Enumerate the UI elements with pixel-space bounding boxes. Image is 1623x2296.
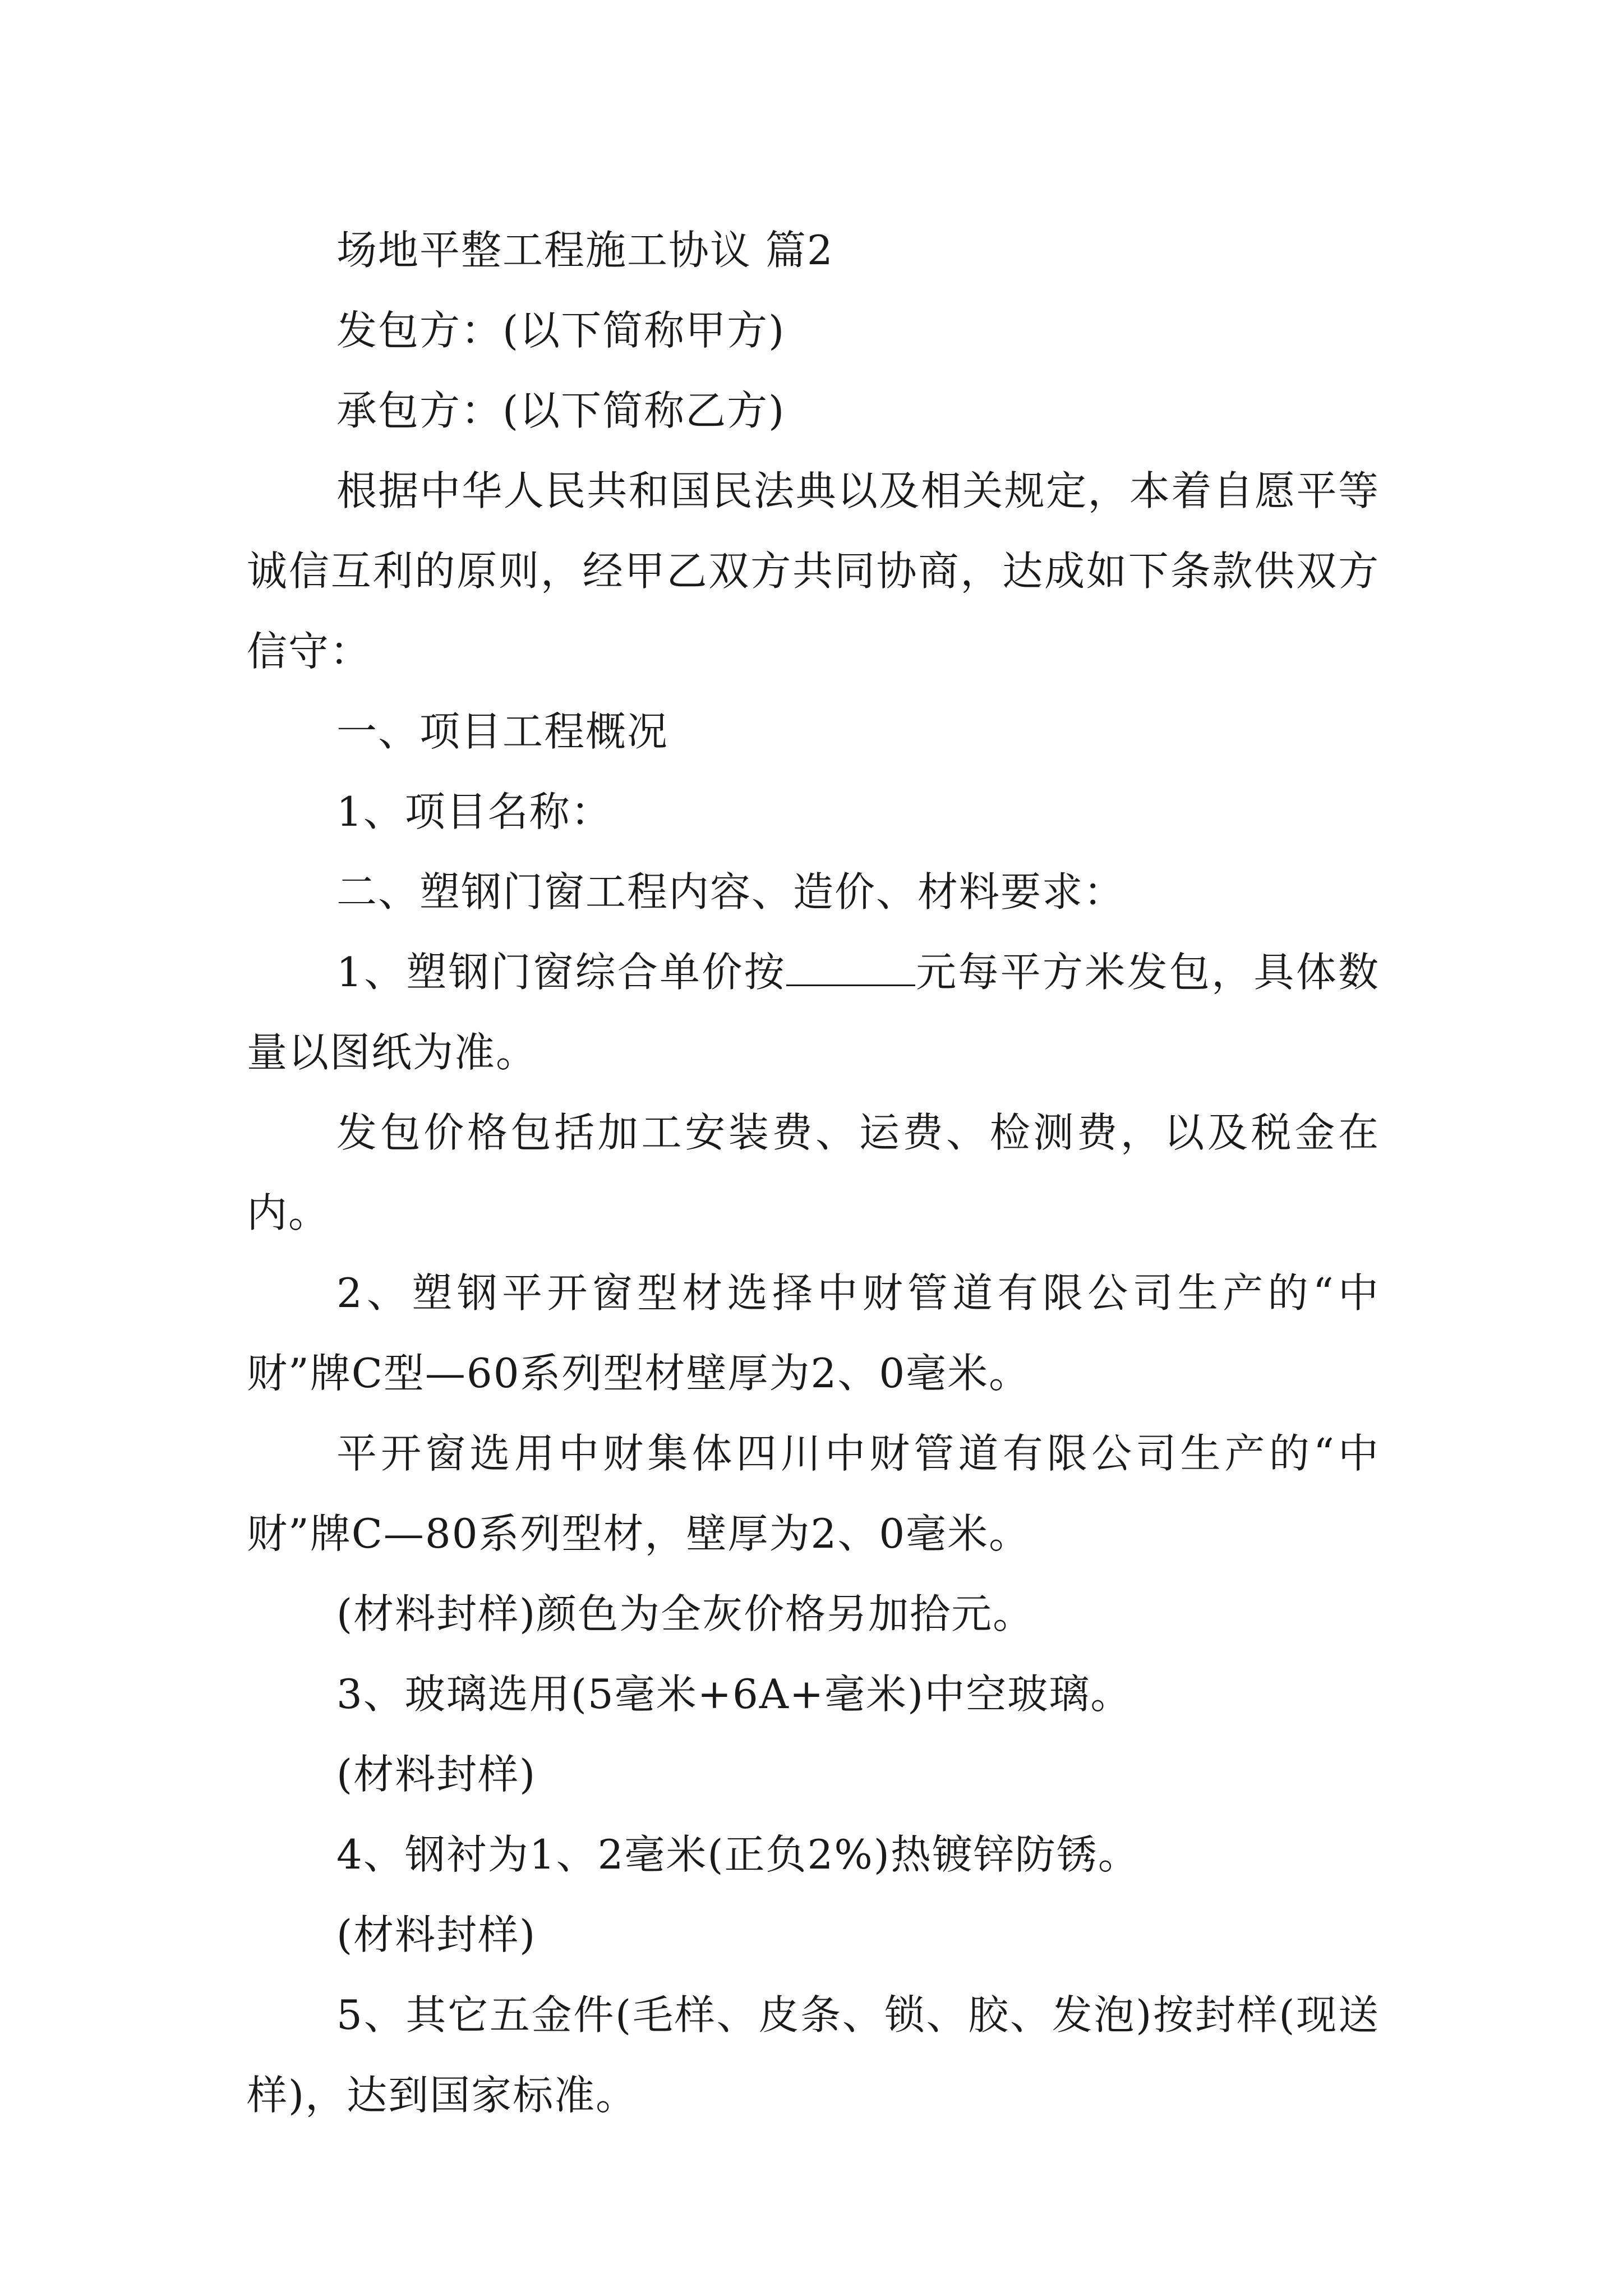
- glass-line: 3、玻璃选用(5毫米+6A+毫米)中空玻璃。: [336, 1671, 1132, 1718]
- unit-price-text-before: 1、塑钢门窗综合单价按: [336, 949, 786, 996]
- hardware-paragraph: 5、其它五金件(毛样、皮条、锁、胶、发泡)按封样(现送样)，达到国家标准。: [247, 1991, 1380, 2119]
- unit-price-paragraph: [247, 932, 1380, 1093]
- party-b-line: 承包方：(以下简称乙方): [336, 387, 786, 434]
- material-sample-line: (材料封样): [336, 1911, 537, 1958]
- project-name-line: 1、项目名称：: [336, 788, 612, 835]
- document-body: [247, 210, 1380, 2136]
- steel-lining-line: 4、钢衬为1、2毫米(正负2%)热镀锌防锈。: [336, 1831, 1140, 1878]
- casement-profile-paragraph: 2、塑钢平开窗型材选择中财管道有限公司生产的“中财”牌C型—60系列型材壁厚为2、0毫米。: [247, 1269, 1380, 1397]
- casement-window-paragraph: 平开窗选用中财集体四川中财管道有限公司生产的“中财”牌C—80系列型材，壁厚为2、0毫米。: [247, 1430, 1380, 1557]
- color-sample-line: (材料封样)颜色为全灰价格另加拾元。: [336, 1590, 1035, 1637]
- material-sample-line: (材料封样): [336, 1751, 537, 1798]
- unit-price-blank: [786, 951, 915, 986]
- section-one-heading: 一、项目工程概况: [336, 708, 669, 755]
- document-title: 场地平整工程施工协议 篇2: [336, 227, 834, 274]
- party-a-line: 发包方：(以下简称甲方): [336, 307, 786, 354]
- preamble-paragraph: 根据中华人民共和国民法典以及相关规定，本着自愿平等诚信互利的原则，经甲乙双方共同协商，达成如下条款供双方信守：: [247, 467, 1380, 675]
- price-includes-paragraph: 发包价格包括加工安装费、运费、检测费，以及税金在内。: [247, 1109, 1380, 1236]
- section-two-heading: 二、塑钢门窗工程内容、造价、材料要求：: [336, 868, 1126, 915]
- unit-price-text-after: 元每平方米发包，具体数量以图纸为准。: [247, 949, 1380, 1076]
